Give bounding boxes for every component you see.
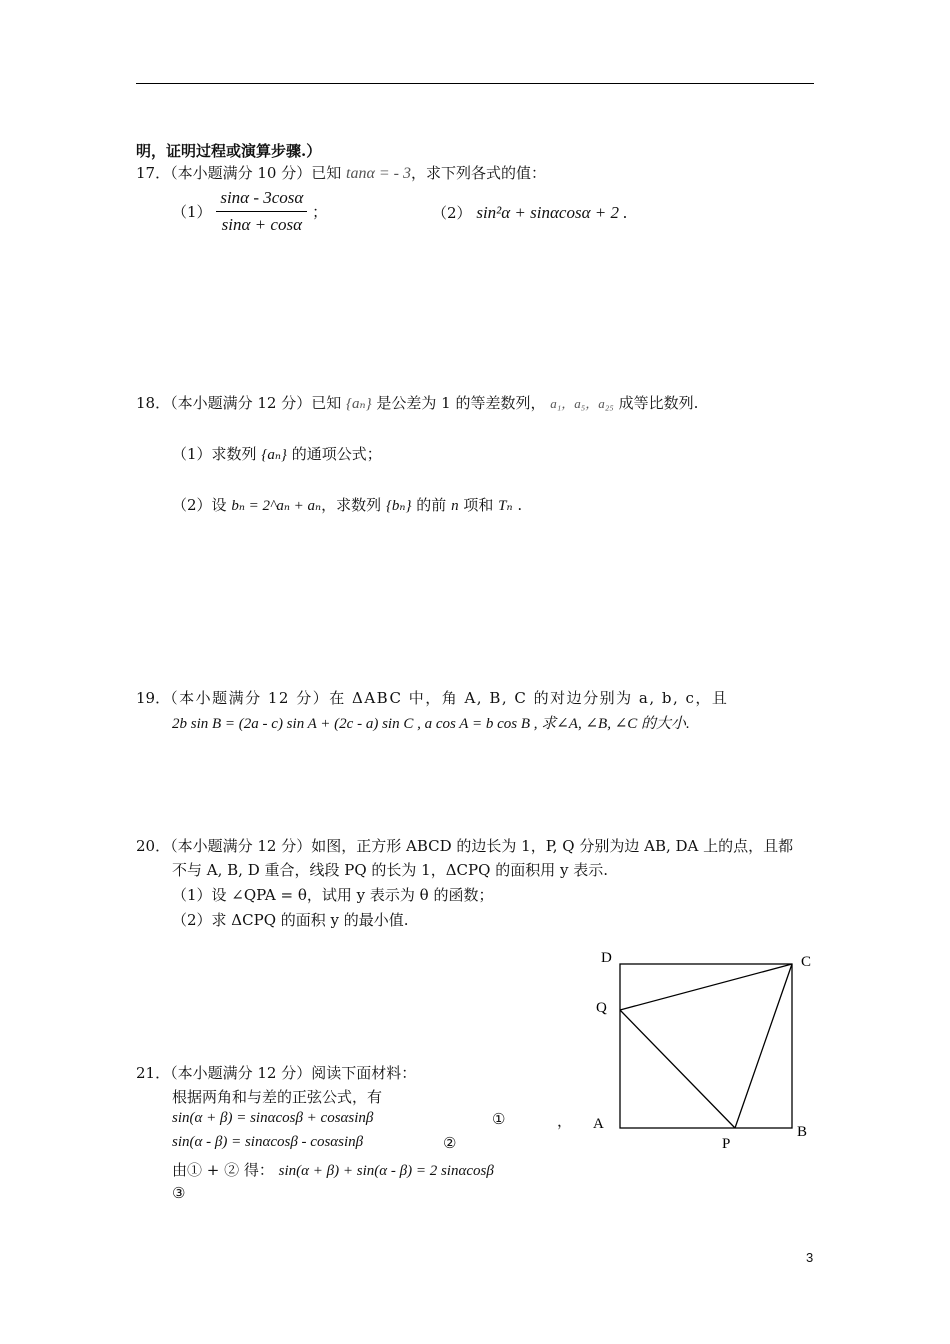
label-b: B — [797, 1124, 808, 1140]
label-a: A — [593, 1116, 604, 1132]
q18-part1-tail: 的通项公式； — [291, 445, 382, 463]
q20-part1: （1）设 ∠QPA = θ，试用 y 表示为 θ 的函数； — [172, 886, 494, 904]
label-q: Q — [596, 1000, 607, 1016]
q17-stem — [136, 162, 546, 183]
q18-part2-T: Tₙ — [498, 498, 513, 514]
q21-line1: 根据两角和与差的正弦公式，有 — [172, 1088, 383, 1106]
q20-line2: 不与 A, B, D 重合，线段 PQ 的长为 1，ΔCPQ 的面积用 y 表示. — [172, 861, 608, 879]
q21-formula1: sin(α + β) = sinαcosβ + cosαsinβ — [172, 1110, 374, 1126]
q18-part2-definition: bₙ = 2^aₙ + aₙ — [231, 498, 322, 514]
q17-part1-fraction — [216, 188, 307, 235]
q20-part2: （2）求 ΔCPQ 的面积 y 的最小值. — [172, 911, 409, 929]
q17-part2-expression: sin²α + sinαcosα + 2 . — [476, 203, 628, 222]
segment-qp — [620, 1010, 735, 1128]
q18-terms: a₁，a₅，a₂₅ — [550, 396, 614, 411]
q20-line1 — [136, 835, 793, 856]
q21-number: 21． — [136, 1064, 171, 1082]
q20-number: 20． — [136, 837, 171, 855]
q19-line1 — [136, 687, 728, 708]
label-c: C — [801, 954, 812, 970]
q18-part2-mid: ，求数列 — [321, 496, 382, 514]
q18-sequence: {aₙ} — [346, 396, 372, 412]
q21-formula3-prefix: 由① + ② 得： — [172, 1161, 274, 1179]
q21-formula1-tag: ① — [492, 1110, 506, 1128]
q18-tail: 成等比数列. — [618, 394, 699, 412]
q18-part1-label: （1）求数列 — [172, 445, 257, 463]
q18-part2-mid2: 的前 — [416, 496, 447, 514]
q20-line1-text: （本小题满分 12 分）如图，正方形 ABCD 的边长为 1，P, Q 分别为边 AB, DA 上的点，且都 — [170, 837, 794, 855]
page-number: 3 — [806, 1250, 814, 1265]
label-d: D — [601, 950, 612, 966]
q17-tail: ，求下列各式的值： — [410, 164, 546, 182]
q18-mid: 是公差为 1 的等差数列， — [376, 394, 546, 412]
q18-part1 — [172, 443, 382, 464]
q17-part2 — [432, 202, 627, 223]
q18-intro: （本小题满分 12 分）已知 — [170, 394, 342, 412]
q21-formula1-separator: ， — [557, 1112, 573, 1130]
q21-formula3-tag: ③ — [172, 1184, 186, 1202]
section-instruction: 明，证明过程或演算步骤.） — [136, 142, 322, 160]
q19-line2: 2b sin B = (2a - c) sin A + (2c - a) sin C , a cos A = b cos B , 求∠A, ∠B, ∠C 的大小. — [172, 716, 690, 732]
q17-part1 — [172, 188, 327, 235]
q17-part2-label: （2） — [432, 204, 472, 222]
q17-part1-denominator: sinα + cosα — [221, 215, 302, 234]
q21-formula2: sin(α - β) = sinαcosβ - cosαsinβ — [172, 1134, 364, 1150]
segment-qc — [620, 964, 792, 1010]
q17-part1-numerator: sinα - 3cosα — [216, 188, 307, 212]
q19-number: 19． — [136, 689, 171, 707]
q21-stem — [136, 1062, 416, 1083]
q18-part2-label: （2）设 — [172, 496, 227, 514]
q18-part2-sequence: {bₙ} — [385, 498, 412, 514]
q18-part2-mid3: 项和 — [463, 496, 494, 514]
q19-line1-text: （本小题满分 12 分）在 ΔABC 中，角 A, B, C 的对边分别为 a, b, c，且 — [170, 689, 729, 707]
q17-intro: （本小题满分 10 分）已知 — [170, 164, 342, 182]
q17-part1-label: （1） — [172, 203, 212, 221]
segment-pc — [735, 964, 792, 1128]
square-abcd — [620, 964, 792, 1128]
square-figure — [585, 940, 825, 1155]
q18-number: 18． — [136, 394, 171, 412]
q18-stem — [136, 392, 698, 413]
q17-part1-end: ； — [312, 203, 328, 221]
q17-condition: tanα = - 3 — [346, 165, 411, 182]
q18-part2 — [172, 494, 522, 515]
q21-formula3-line — [172, 1159, 494, 1180]
q18-part2-end: . — [517, 496, 523, 514]
q21-formula3: sin(α + β) + sin(α - β) = 2 sinαcosβ — [278, 1163, 494, 1179]
label-p: P — [722, 1136, 731, 1152]
q18-part1-sequence: {aₙ} — [261, 447, 287, 463]
header-rule — [136, 83, 814, 84]
q21-formula2-tag: ② — [443, 1134, 457, 1152]
q21-intro: （本小题满分 12 分）阅读下面材料： — [170, 1064, 417, 1082]
q18-part2-n: n — [451, 498, 459, 514]
q17-number: 17． — [136, 164, 171, 182]
